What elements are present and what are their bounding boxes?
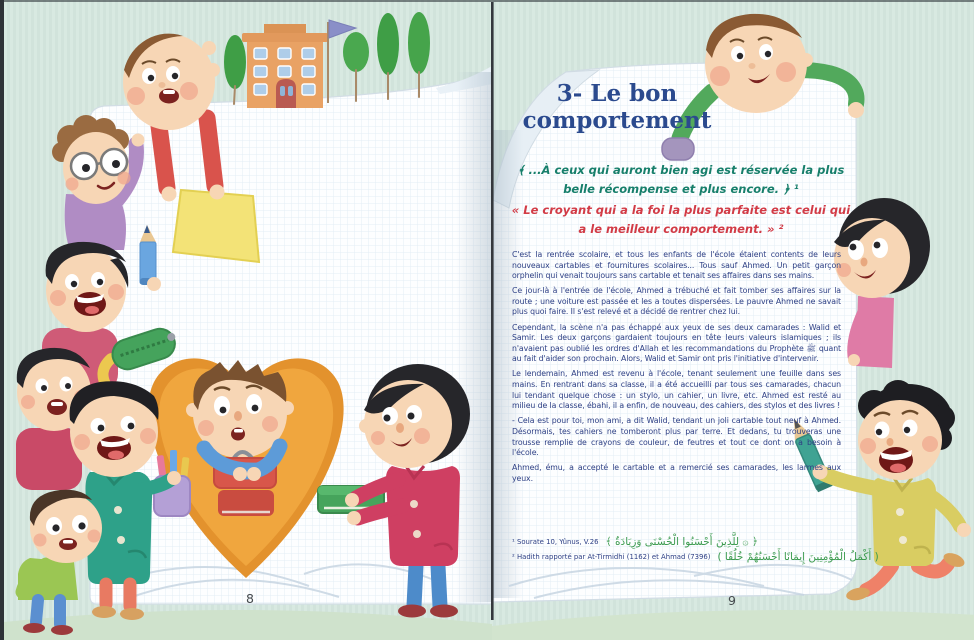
footnote-1 [512,536,848,548]
story-paragraph: - Cela est pour toi, mon ami, a dit Walid, tendant un joli cartable tout neuf à Ahmed. Désormais, tes cahiers ne tomberont plus par terre. Et dedans, tu trouveras une trousse remplie de crayons de couleur, de feutres et tout ce dont on a besoin à l'école. [512,416,841,458]
verse-line2: belle récompense et plus encore. ﴿ ¹ [563,182,799,196]
hadith-quote [504,201,858,239]
right-page-text [4,0,974,640]
verse-line1: ﴾ ...À ceux qui auront bien agi est réservée la plus [517,163,845,177]
story-paragraph: Ahmed, ému, a accepté le cartable et a remercié ses camarades, les larmes aux yeux. [512,463,841,483]
page-number-right: 9 [728,593,736,608]
chapter-title-line2: comportement [522,107,712,134]
story-paragraph: Le lendemain, Ahmed est revenu à l'école, tenant seulement une feuille dans ses mains. En rentrant dans sa classe, il a été accueilli par tous ses camarades, chacun lui tendant quelque chose : un stylo, un cahier, un livre, etc. Ahmed est resté au milieu de la classe, ébahi, il a enfin, de nouveau, des cahiers, des stylos et des livres ! [512,369,841,411]
quran-verse-quote [504,161,858,199]
hadith-line1: « Le croyant qui a la foi la plus parfaite est celui qui [511,203,851,217]
story-paragraph: Cependant, la scène n'a pas échappé aux yeux de ses deux camarades : Walid et Samir. Les deux garçons gardaient toujours en tête leurs valeurs islamiques ; ils n'avaient pas oublié les ordres d'Allah et les recommandations du Prophète ﷺ quant au fait d'aider son prochain. Alors, Walid et Samir ont pris l'initiative d'intervenir. [512,322,841,364]
footnote-2 [512,551,879,563]
footnote-2-label: ² Hadith rapporté par At-Tirmidhi (1162) et Ahmad (7396) [512,553,711,561]
footnotes [512,536,879,566]
story-paragraph: C'est la rentrée scolaire, et tous les enfants de l'école étaient contents de leurs nouveaux cartables et fournitures scolaires... Tous sauf Ahmed. Un petit garçon orphelin qui venait toujours sans cartable et tenait ses affaires dans ses mains. [512,250,841,281]
footnote-2-arabic: ( أَكْمَلُ الْمُؤْمِنِينَ إِيمَانًا أَحْسَنُهُمْ خُلُقًا ) [717,551,879,563]
story-body [512,250,841,489]
footnote-1-label: ¹ Sourate 10, Yûnus, V.26 [512,538,599,546]
story-paragraph: Ce jour-là à l'entrée de l'école, Ahmed a trébuché et fait tomber ses affaires sur la route ; une voiture est passée et les a toutes dispersées. Le pauvre Ahmed ne savait plus quoi faire. Il s'est relevé et a décidé de rentrer chez lui. [512,286,841,317]
chapter-title [510,80,724,134]
chapter-title-line1: 3- Le bon [556,80,678,107]
footnote-1-arabic: ﴿ ۞ لِلَّذِينَ أَحْسَنُوا الْحُسْنَى وَزِيَادَةٌ ﴾ [605,536,759,548]
hadith-line2: a le meilleur comportement. » ² [578,222,784,236]
page-number-left: 8 [246,591,254,606]
